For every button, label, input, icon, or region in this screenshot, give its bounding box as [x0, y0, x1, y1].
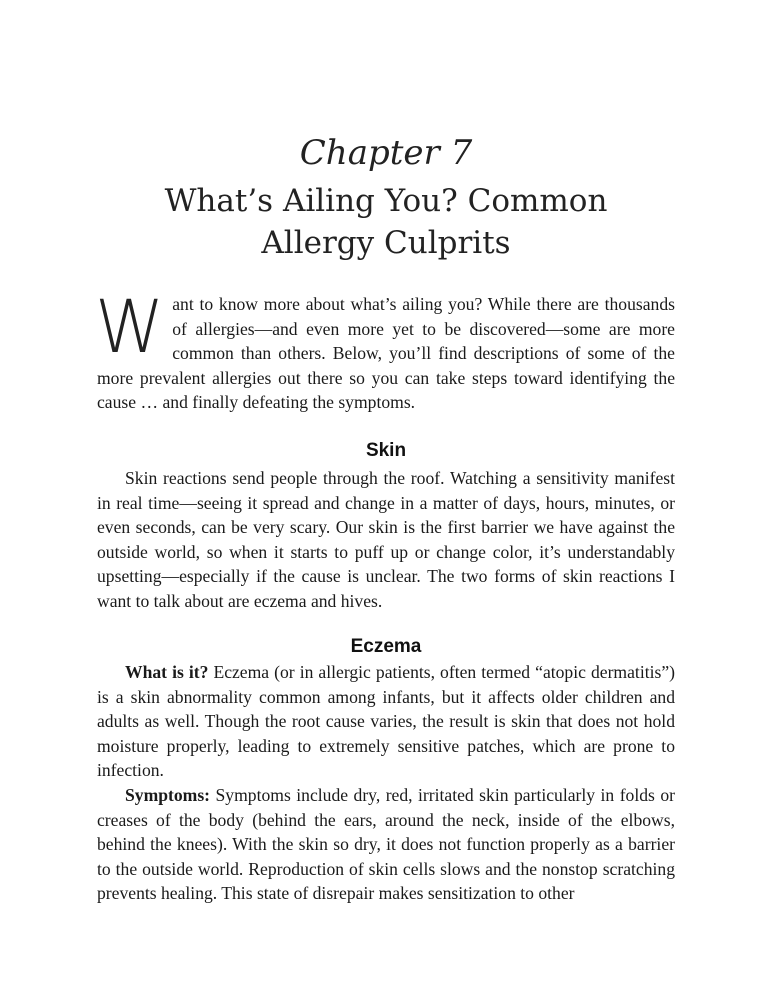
section-heading-eczema: Eczema — [350, 636, 422, 657]
intro-paragraph — [95, 283, 675, 415]
drop-cap: W — [95, 283, 165, 371]
eczema-section — [97, 660, 675, 906]
symptoms-text: Symptoms include dry, red, irritated skin particularly in folds or creases of the body (behind the ears, around the neck, inside of the elbows, behind the knees). With the skin so dry, it does not function properly as a barrier to the outside world. Reproduction of skin cells slows and the nonstop scratching prevents healing. This state of disrepair makes sensitization to other — [97, 784, 675, 904]
skin-paragraph: Skin reactions send people through the roof. Watching a sensitivity manifest in real time—seeing it spread and change in a matter of days, hours, minutes, or even seconds, can be very scary. Our skin is the first barrier we have against the outside world, so when it starts to puff up or change color, it’s understandably upsetting—especially if the cause is unclear. The two forms of skin reactions I want to talk about are eczema and hives. — [97, 468, 675, 611]
intro-text: ant to know more about what’s ailing you? While there are thousands of allergies—and even more yet to be discovered—some are more common than others. Below, you’ll find descriptions of some of the more prevalent allergies out there so you can take steps toward identifying the cause … and finally defeating the symptoms. — [97, 294, 675, 413]
chapter-label: Chapter 7 — [299, 133, 473, 173]
what-is-it-text: Eczema (or in allergic patients, often termed “atopic dermatitis”) is a skin abnormality common among infants, but it affects older children and adults as well. Though the root cause varies, the result is skin that does not hold moisture properly, leading to extremely sensitive patches, which are prone to infection. — [97, 662, 675, 781]
eczema-symptoms-paragraph — [97, 783, 675, 906]
section-heading-skin: Skin — [365, 440, 407, 461]
symptoms-label: Symptoms: — [125, 784, 211, 805]
eczema-what-paragraph — [97, 660, 675, 783]
what-is-it-label: What is it? — [125, 662, 209, 682]
chapter-title: What’s Ailing You? Common Allergy Culprits — [164, 183, 608, 261]
